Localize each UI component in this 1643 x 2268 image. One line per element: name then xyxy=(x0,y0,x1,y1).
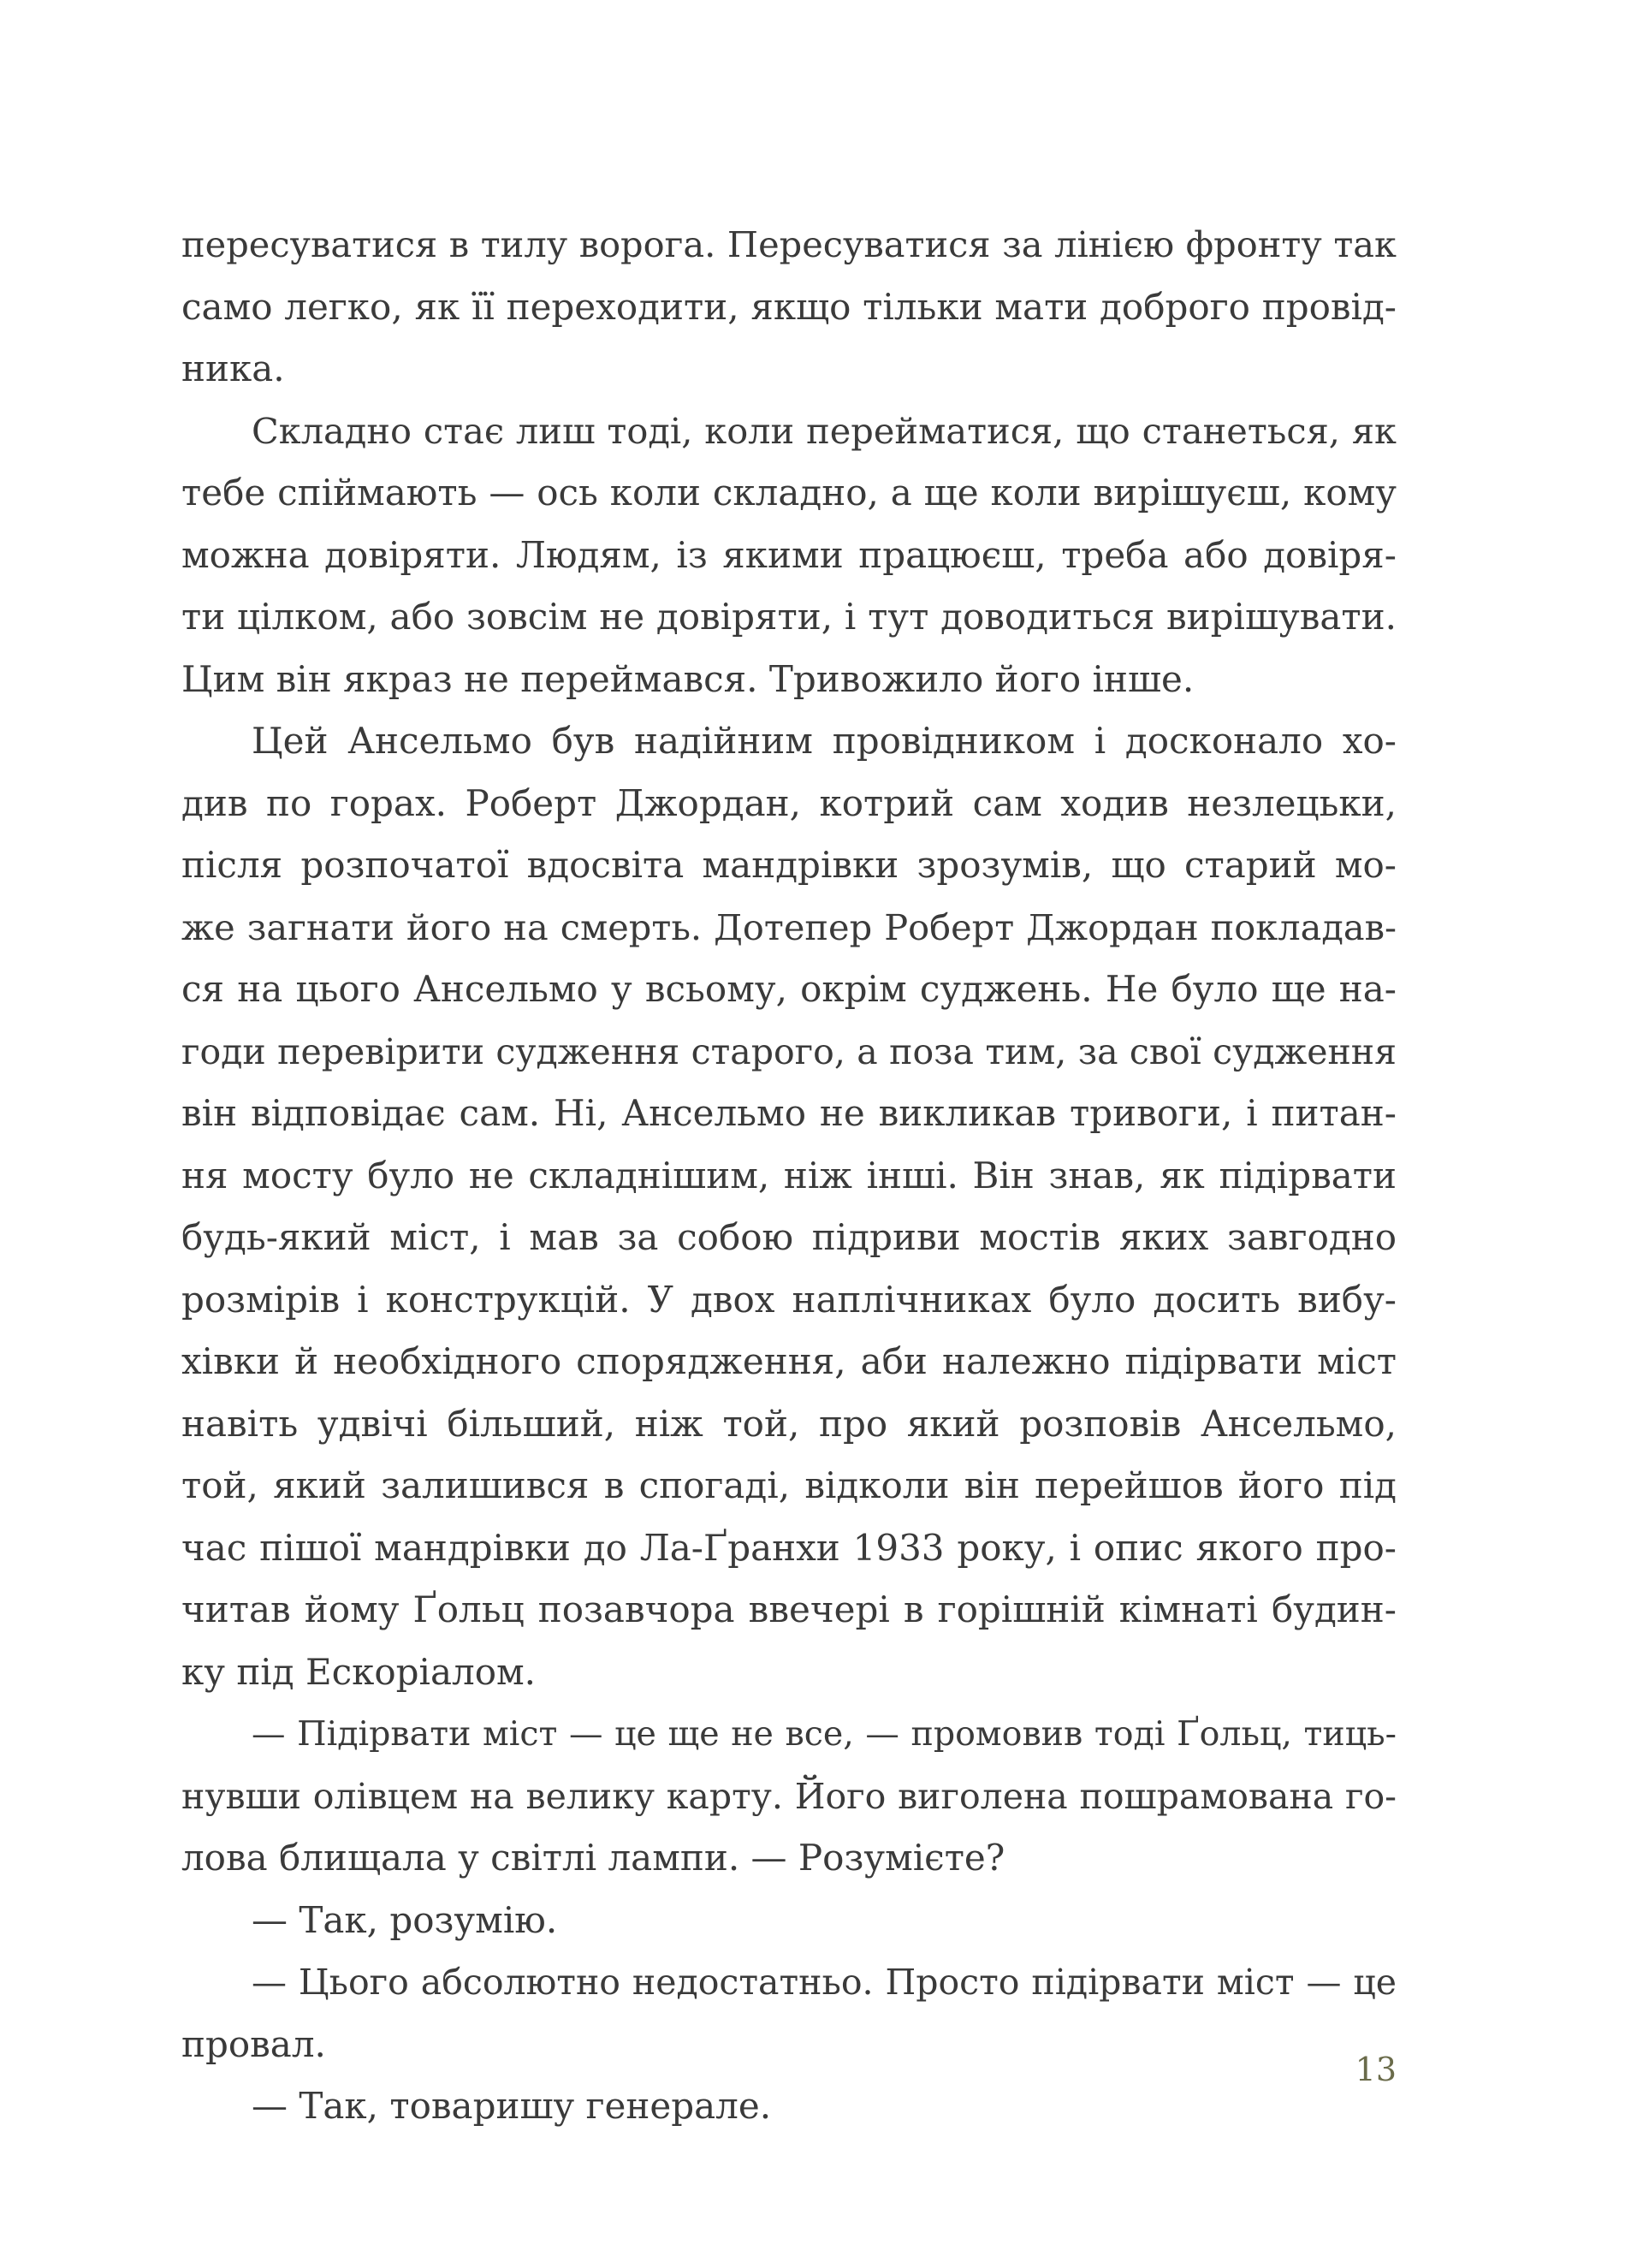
text-line: можна довіряти. Людям, із якими працюєш, треба або довіря- xyxy=(181,533,1397,576)
text-line: нувши олівцем на велику карту. Його виголена пошрамована го- xyxy=(181,1775,1397,1817)
text-line: само легко, як її переходити, якщо тільки мати доброго провід- xyxy=(181,285,1397,328)
text-line: — Цього абсолютно недостатньо. Просто підірвати міст — це xyxy=(252,1962,1397,2003)
body-text xyxy=(181,214,1397,2138)
text-line: провал. xyxy=(181,2022,326,2065)
text-line: час пішої мандрівки до Ла-Ґранхи 1933 року, і опис якого про- xyxy=(181,1526,1397,1569)
text-line: ня мосту було не складнішим, ніж інші. Він знав, як підірвати xyxy=(181,1154,1397,1196)
text-line: тебе спіймають — ось коли складно, а ще коли вирішуєш, кому xyxy=(181,472,1397,514)
text-line: ника. xyxy=(181,347,285,389)
text-line: розмірів і конструкцій. У двох наплічниках було досить вибу- xyxy=(181,1278,1397,1321)
text-line: — Так, товаришу генерале. xyxy=(252,2085,772,2127)
text-line: ти цілком, або зовсім не довіряти, і тут доводиться вирішувати. xyxy=(181,596,1397,638)
text-line: лова блищала у світлі лампи. — Розумієте? xyxy=(181,1837,1005,1879)
text-line: див по горах. Роберт Джордан, котрий сам ходив незлецьки, xyxy=(181,781,1397,824)
text-line: — Так, розумію. xyxy=(252,1898,558,1941)
text-line: ся на цього Ансельмо у всьому, окрім суджень. Не було ще на- xyxy=(181,968,1397,1010)
text-line: Цей Ансельмо був надійним провідником і досконало хо- xyxy=(252,720,1397,762)
text-line: ку під Ескоріалом. xyxy=(181,1650,537,1693)
text-line: — Підірвати міст — це ще не все, — промовив тоді Ґольц, тиць- xyxy=(252,1714,1397,1754)
text-line: годи перевірити судження старого, а поза тим, за свої судження xyxy=(181,1030,1397,1072)
text-line: пересуватися в тилу ворога. Пересуватися за лінією фронту так xyxy=(181,223,1397,265)
text-line: читав йому Ґольц позавчора ввечері в горішній кімнаті будин- xyxy=(181,1588,1397,1630)
text-line: будь-який міст, і мав за собою підриви мостів яких завгодно xyxy=(181,1216,1397,1258)
text-line: навіть удвічі більший, ніж той, про який розповів Ансельмо, xyxy=(181,1402,1397,1445)
text-line: він відповідає сам. Ні, Ансельмо не викликав тривоги, і питан- xyxy=(181,1092,1397,1134)
text-line: Цим він якраз не переймався. Тривожило його інше. xyxy=(181,657,1195,700)
text-line: Складно стає лиш тоді, коли перейматися, що станеться, як xyxy=(252,409,1397,452)
text-line: хівки й необхідного спорядження, аби належно підірвати міст xyxy=(181,1340,1397,1382)
text-line: той, який залишився в спогаді, відколи він перейшов його під xyxy=(181,1464,1397,1506)
text-line: же загнати його на смерть. Дотепер Роберт Джордан покладав- xyxy=(181,905,1397,948)
page-number: 13 xyxy=(1355,2051,1397,2088)
text-line: після розпочатої вдосвіта мандрівки зрозумів, що старий мо- xyxy=(181,844,1397,886)
